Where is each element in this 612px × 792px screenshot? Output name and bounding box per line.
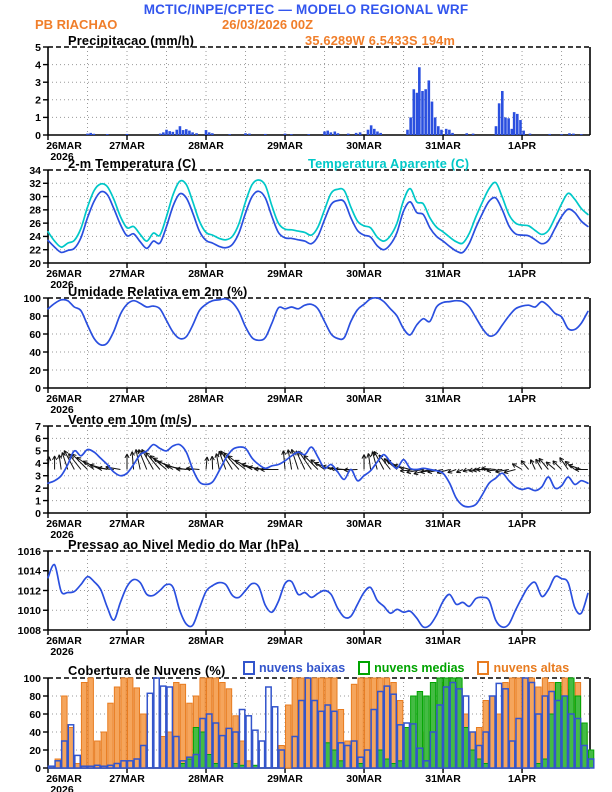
svg-text:31MAR: 31MAR — [425, 393, 461, 405]
svg-text:27MAR: 27MAR — [109, 518, 145, 530]
panel-title-temperature: 2-m Temperatura (C) — [68, 156, 197, 171]
svg-text:30: 30 — [29, 191, 41, 204]
svg-text:1: 1 — [35, 112, 41, 125]
panel-title-humidity: Umidade Relativa em 2m (%) — [68, 284, 248, 299]
svg-text:2026: 2026 — [50, 784, 74, 792]
svg-text:27MAR: 27MAR — [109, 635, 145, 647]
svg-text:30MAR: 30MAR — [346, 268, 382, 280]
svg-text:26: 26 — [29, 217, 41, 230]
svg-text:31MAR: 31MAR — [425, 140, 461, 152]
svg-text:5: 5 — [35, 41, 41, 54]
svg-text:0: 0 — [35, 507, 41, 520]
svg-text:1: 1 — [35, 495, 41, 508]
svg-text:30MAR: 30MAR — [346, 140, 382, 152]
svg-text:0: 0 — [35, 762, 41, 775]
svg-text:28MAR: 28MAR — [188, 268, 224, 280]
svg-text:28MAR: 28MAR — [188, 773, 224, 785]
svg-text:0: 0 — [35, 129, 41, 142]
svg-text:26MAR: 26MAR — [46, 518, 82, 530]
svg-text:4: 4 — [35, 59, 41, 72]
svg-text:26MAR: 26MAR — [46, 140, 82, 152]
legend-box-low-clouds-icon — [243, 661, 255, 675]
svg-text:2026: 2026 — [50, 151, 74, 163]
svg-text:31MAR: 31MAR — [425, 268, 461, 280]
svg-text:3: 3 — [35, 77, 41, 89]
svg-text:6: 6 — [35, 433, 41, 446]
svg-text:4: 4 — [35, 458, 41, 471]
station-label: PB RIACHAO — [35, 17, 118, 32]
panel-title-pressure: Pressao ao Nivel Medio do Mar (hPa) — [68, 537, 300, 552]
svg-text:60: 60 — [29, 328, 41, 341]
legend-label-low-clouds: nuvens baixas — [259, 661, 346, 675]
svg-text:28MAR: 28MAR — [188, 518, 224, 530]
svg-text:80: 80 — [29, 310, 41, 323]
svg-text:20: 20 — [29, 364, 41, 377]
legend-label-high-clouds: nuvens altas — [493, 661, 570, 675]
svg-text:1APR: 1APR — [508, 635, 537, 647]
svg-text:29MAR: 29MAR — [267, 393, 303, 405]
svg-text:100: 100 — [23, 672, 41, 685]
svg-text:1016: 1016 — [17, 545, 41, 558]
svg-text:0: 0 — [35, 382, 41, 395]
svg-text:1APR: 1APR — [508, 518, 537, 530]
svg-text:30MAR: 30MAR — [346, 518, 382, 530]
svg-text:2: 2 — [35, 482, 41, 495]
svg-text:1012: 1012 — [17, 585, 41, 598]
svg-text:5: 5 — [35, 445, 41, 458]
svg-text:29MAR: 29MAR — [267, 268, 303, 280]
location-coordinates-label: 35.6289W 6.5433S 194m — [305, 33, 456, 48]
svg-text:27MAR: 27MAR — [109, 140, 145, 152]
panel-title-precipitation: Precipitacao (mm/h) — [68, 33, 195, 48]
legend-box-mid-clouds-icon — [358, 661, 370, 675]
svg-text:40: 40 — [29, 726, 41, 739]
svg-text:28MAR: 28MAR — [188, 140, 224, 152]
svg-text:34: 34 — [29, 164, 41, 177]
legend-box-high-clouds-icon — [477, 661, 489, 675]
svg-text:2026: 2026 — [50, 404, 74, 416]
run-datetime-label: 26/03/2026 00Z — [222, 17, 314, 32]
legend-item-mid-clouds — [358, 661, 464, 675]
svg-text:1010: 1010 — [17, 605, 41, 618]
svg-text:27MAR: 27MAR — [109, 773, 145, 785]
svg-text:1014: 1014 — [17, 565, 41, 578]
svg-text:29MAR: 29MAR — [267, 635, 303, 647]
page-title: MCTIC/INPE/CPTEC — MODELO REGIONAL WRF — [143, 2, 469, 17]
panel-title-wind: Vento em 10m (m/s) — [68, 412, 192, 427]
svg-text:1008: 1008 — [17, 624, 41, 637]
svg-text:27MAR: 27MAR — [109, 393, 145, 405]
svg-text:30MAR: 30MAR — [346, 773, 382, 785]
svg-text:1APR: 1APR — [508, 773, 537, 785]
svg-text:29MAR: 29MAR — [267, 140, 303, 152]
svg-text:30MAR: 30MAR — [346, 635, 382, 647]
svg-text:30MAR: 30MAR — [346, 393, 382, 405]
svg-text:26MAR: 26MAR — [46, 635, 82, 647]
svg-text:40: 40 — [29, 346, 41, 359]
svg-text:2026: 2026 — [50, 529, 74, 541]
svg-text:31MAR: 31MAR — [425, 635, 461, 647]
svg-text:24: 24 — [29, 231, 41, 244]
svg-text:20: 20 — [29, 257, 41, 270]
svg-text:1APR: 1APR — [508, 268, 537, 280]
svg-text:100: 100 — [23, 292, 41, 305]
svg-text:28: 28 — [29, 204, 41, 217]
svg-text:26MAR: 26MAR — [46, 393, 82, 405]
svg-text:20: 20 — [29, 744, 41, 757]
svg-text:28MAR: 28MAR — [188, 393, 224, 405]
svg-text:26MAR: 26MAR — [46, 773, 82, 785]
legend-item-high-clouds — [477, 661, 569, 675]
svg-text:31MAR: 31MAR — [425, 773, 461, 785]
svg-text:28MAR: 28MAR — [188, 635, 224, 647]
svg-text:2026: 2026 — [50, 279, 74, 291]
svg-text:2026: 2026 — [50, 646, 74, 658]
svg-text:1APR: 1APR — [508, 393, 537, 405]
cloud-legend — [243, 661, 582, 675]
svg-text:2: 2 — [35, 94, 41, 107]
svg-text:32: 32 — [29, 178, 41, 191]
svg-text:80: 80 — [29, 690, 41, 703]
svg-text:22: 22 — [29, 244, 41, 257]
svg-text:29MAR: 29MAR — [267, 518, 303, 530]
legend-item-low-clouds — [243, 661, 345, 675]
panel-title-clouds: Cobertura de Nuvens (%) — [68, 663, 226, 678]
svg-text:60: 60 — [29, 708, 41, 721]
svg-text:26MAR: 26MAR — [46, 268, 82, 280]
legend-label-mid-clouds: nuvens medias — [374, 661, 465, 675]
svg-text:29MAR: 29MAR — [267, 773, 303, 785]
svg-text:7: 7 — [35, 420, 41, 433]
svg-text:27MAR: 27MAR — [109, 268, 145, 280]
svg-text:31MAR: 31MAR — [425, 518, 461, 530]
svg-text:1APR: 1APR — [508, 140, 537, 152]
svg-text:3: 3 — [35, 470, 41, 483]
apparent-temperature-label: Temperatura Aparente (C) — [308, 156, 470, 171]
